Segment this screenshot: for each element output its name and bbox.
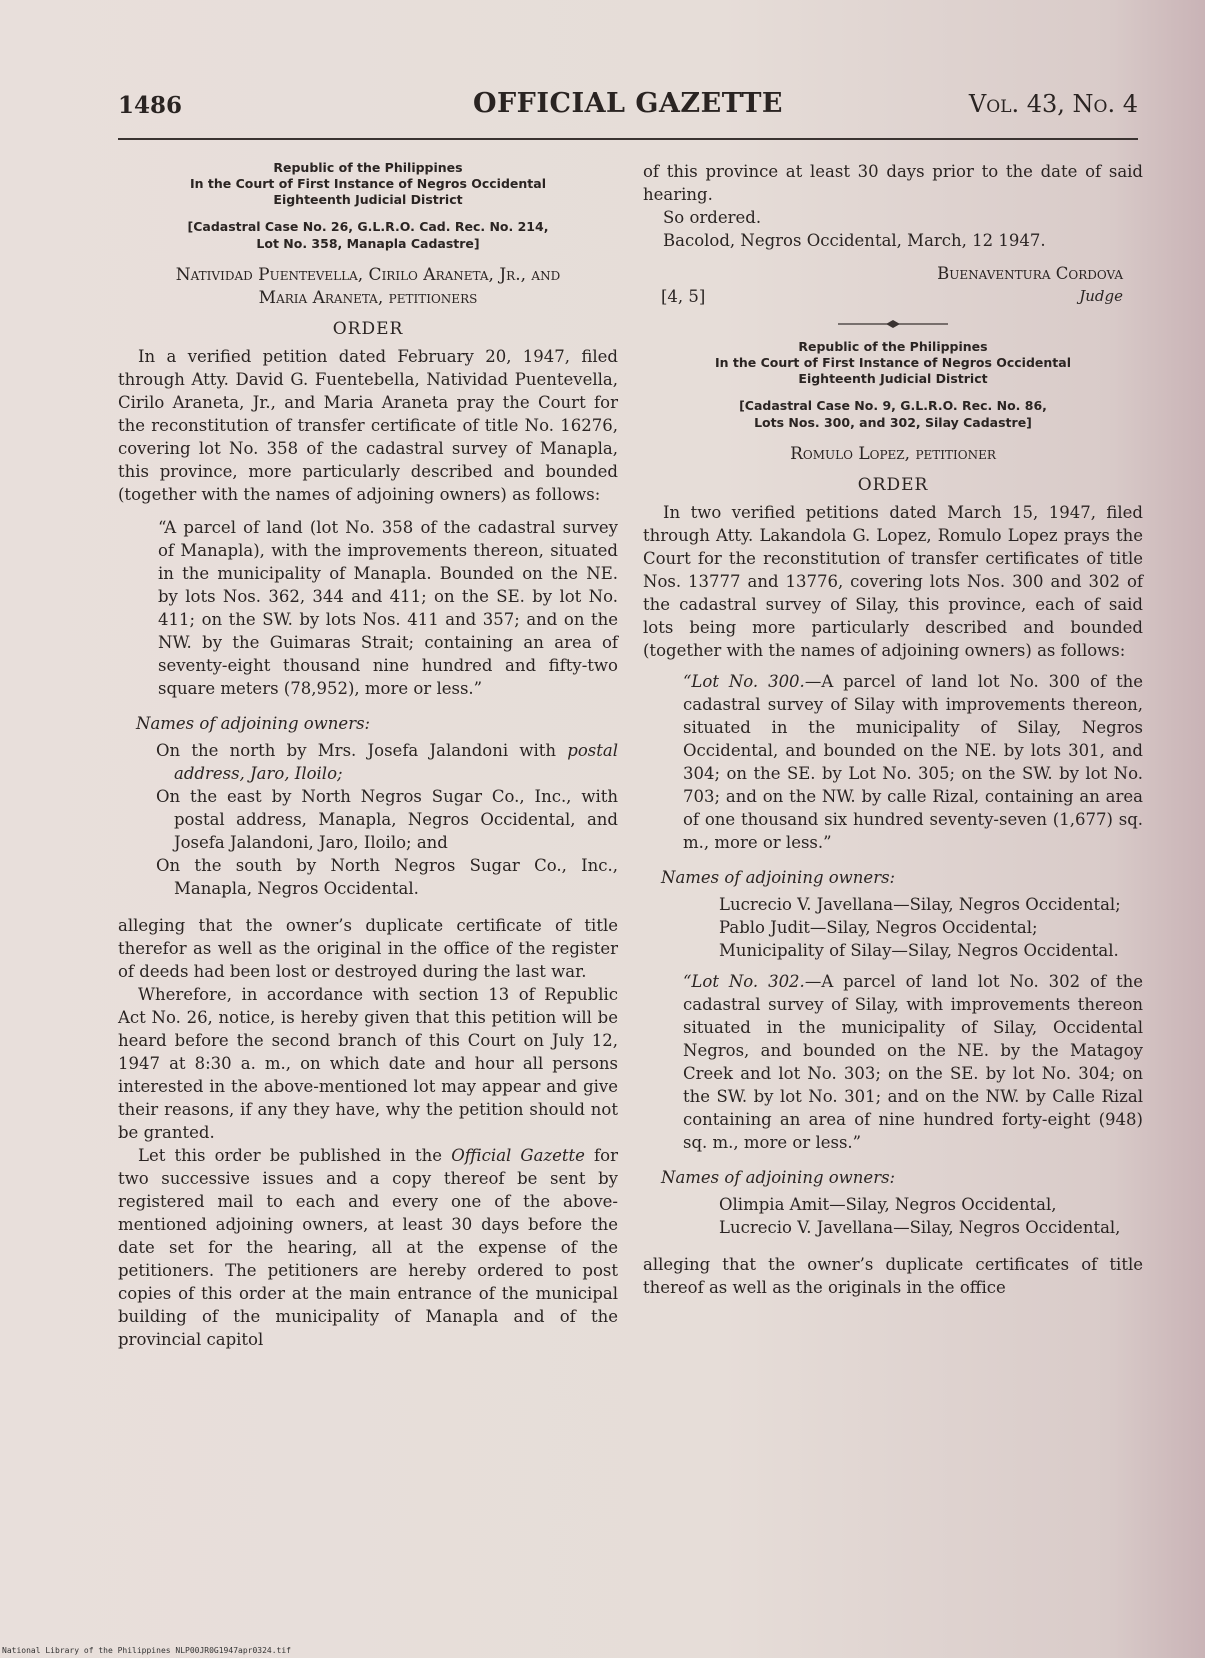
order-heading: ORDER [332, 319, 404, 339]
court-line: Republic of the Philippines [273, 160, 463, 175]
case-line: Lot No. 358, Manapla Cadastre] [256, 236, 480, 251]
paragraph-text: Let this order be published in the [138, 1146, 452, 1165]
court-line: Eighteenth Judicial District [798, 371, 988, 386]
adjoining-owner [156, 739, 618, 785]
adjoining-owner: Municipality of Silay—Silay, Negros Occidental. [719, 941, 1119, 960]
adjoining-owner: Lucrecio V. Javellana—Silay, Negros Occidental; [719, 895, 1121, 914]
paragraph-text: for two successive issues and a copy thereof be sent by registered mail to each and every one of the above-mentioned adjoining owners, at least 30 days before the date set for the hearing, all at the expense of the petitioners. The petitioners are hereby ordered to post copies of this order at the main entrance of the municipal building of the municipality of Manapla and of the provincial capitol [118, 1146, 618, 1349]
signature-row [643, 285, 1143, 309]
adjoining-owner: On the east by North Negros Sugar Co., Inc., with postal address, Manapla, Negros Occidental, and Josefa Jalandoni, Jaro, Iloilo; and [156, 787, 618, 852]
lot-302-description [683, 970, 1143, 1154]
left-column [118, 160, 618, 1351]
adjoining-owner: Olimpia Amit—Silay, Negros Occidental, [719, 1195, 1057, 1214]
scan-footer: National Library of the Philippines NLP00JR0G1947apr0324.tif [2, 1646, 291, 1655]
lot-text: —A parcel of land lot No. 300 of the cadastral survey of Silay with improvements thereon, situated in the municipality of Silay, Negros Occidental, and bounded on the NE. by lots 301, and 304; on the SE. by Lot No. 305; on the SW. by lot No. 703; and on the NW. by calle Rizal, containing an area of one thousand six hundred seventy-seven (1,677) sq. m., more or less.” [683, 672, 1143, 852]
lot-label: “Lot No. 300. [683, 672, 805, 691]
court-line: Republic of the Philippines [798, 339, 988, 354]
gazette-name: Official Gazette [451, 1146, 585, 1165]
adjoining-owner: Pablo Judit—Silay, Negros Occidental; [719, 918, 1038, 937]
case-reference [643, 397, 1143, 431]
court-line: In the Court of First Instance of Negros Occidental [190, 176, 546, 191]
case-line: [Cadastral Case No. 26, G.L.R.O. Cad. Rec. No. 214, [187, 219, 549, 234]
issue-reference: [4, 5] [661, 287, 706, 306]
adjoining-owners-heading: Names of adjoining owners: [661, 1168, 896, 1187]
publication-title: OFFICIAL GAZETTE [472, 88, 784, 119]
case-reference [118, 218, 618, 252]
adjoining-owners-heading: Names of adjoining owners: [661, 868, 896, 887]
section-divider [643, 309, 1143, 339]
petition-paragraph: In a verified petition dated February 20, 1947, filed through Atty. David G. Fuentebella, Natividad Puentevella, Cirilo Araneta, Jr., and Maria Araneta pray the Court for the reconstitution of transfer certificate of title No. 16276, covering lot No. 358 of the cadastral survey of Manapla, this province, more particularly described and bounded (together with the names of adjoining owners) as follows: [118, 347, 618, 504]
alleging-paragraph: alleging that the owner’s duplicate certificate of title therefor as well as the original in the office of the register of deeds had been lost or destroyed during the last war. [118, 916, 618, 981]
court-line: In the Court of First Instance of Negros Occidental [715, 355, 1071, 370]
adjoining-owners-heading: Names of adjoining owners: [136, 714, 371, 733]
adjoining-owner: On the south by North Negros Sugar Co., Inc., Manapla, Negros Occidental. [156, 856, 618, 898]
continued-paragraph: of this province at least 30 days prior to the date of said hearing. [643, 162, 1143, 204]
parties: Romulo Lopez, petitioner [790, 444, 996, 464]
lot-300-description [683, 670, 1143, 854]
lot-text: —A parcel of land lot No. 302 of the cadastral survey of Silay, with improvements thereon situated in the municipality of Silay, Occidental Negros, and bounded on the NE. by the Matagoy Creek and lot No. 303; on the SE. by lot No. 304; on the SW. by lot No. 301; and on the NW. by Calle Rizal containing an area of nine hundred forty-eight (948) sq. m., more or less.” [683, 972, 1143, 1152]
right-column [643, 160, 1143, 1299]
order-heading: ORDER [857, 475, 929, 495]
case-line: Lots Nos. 300, and 302, Silay Cadastre] [754, 415, 1032, 430]
court-heading [643, 339, 1143, 387]
lot-label: “Lot No. 302. [683, 972, 805, 991]
header-rule [118, 138, 1138, 140]
court-line: Eighteenth Judicial District [273, 192, 463, 207]
publication-paragraph [118, 1144, 618, 1351]
page-number: 1486 [118, 92, 183, 119]
land-description-quote: “A parcel of land (lot No. 358 of the cadastral survey of Manapla), with the improvements thereon, situated in the municipality of Manapla. Bounded on the NE. by lots Nos. 362, 344 and 411; on the SE. by lot No. 411; on the SW. by lots Nos. 411 and 357; and on the NW. by the Guimaras Strait; containing an area of seventy-eight thousand nine hundred and fifty-two square meters (78,952), more or less.” [158, 518, 618, 698]
volume-number: Vol. 43, No. 4 [968, 90, 1138, 118]
petition-paragraph: In two verified petitions dated March 15, 1947, filed through Atty. Lakandola G. Lopez, Romulo Lopez prays the Court for the reconstitution of transfer certificates of title Nos. 13777 and 13776, covering lots Nos. 300 and 302 of the cadastral survey of Silay, this province, each of said lots being more particularly described and bounded (together with the names of adjoining owners) as follows: [643, 503, 1143, 660]
adjoining-owner: Lucrecio V. Javellana—Silay, Negros Occidental, [719, 1218, 1121, 1237]
owner-address: postal address, Jaro, Iloilo; [174, 741, 618, 783]
judge-name: Buenaventura Cordova [937, 264, 1123, 283]
divider-ornament-icon [838, 319, 948, 329]
case-line: [Cadastral Case No. 9, G.L.R.O. Rec. No. 86, [739, 398, 1047, 413]
owner-text: On the north by Mrs. Josefa Jalandoni with [156, 741, 568, 760]
wherefore-paragraph: Wherefore, in accordance with section 13 of Republic Act No. 26, notice, is hereby given that this petition will be heard before the second branch of this Court on July 12, 1947 at 8:30 a. m., on which date and hour all persons interested in the above-mentioned lot may appear and give their reasons, if any they have, why the petition should not be granted. [118, 985, 618, 1142]
alleging-paragraph: alleging that the owner’s duplicate certificates of title thereof as well as the originals in the office [643, 1255, 1143, 1297]
court-heading [118, 160, 618, 208]
parties-line: Maria Araneta, petitioners [258, 288, 478, 308]
page-header [118, 88, 1138, 132]
parties [118, 264, 618, 310]
place-date: Bacolod, Negros Occidental, March, 12 1947. [663, 231, 1046, 250]
judge-title: Judge [1079, 287, 1123, 305]
parties-line: Natividad Puentevella, Cirilo Araneta, Jr., and [175, 265, 561, 285]
so-ordered: So ordered. [663, 208, 762, 227]
